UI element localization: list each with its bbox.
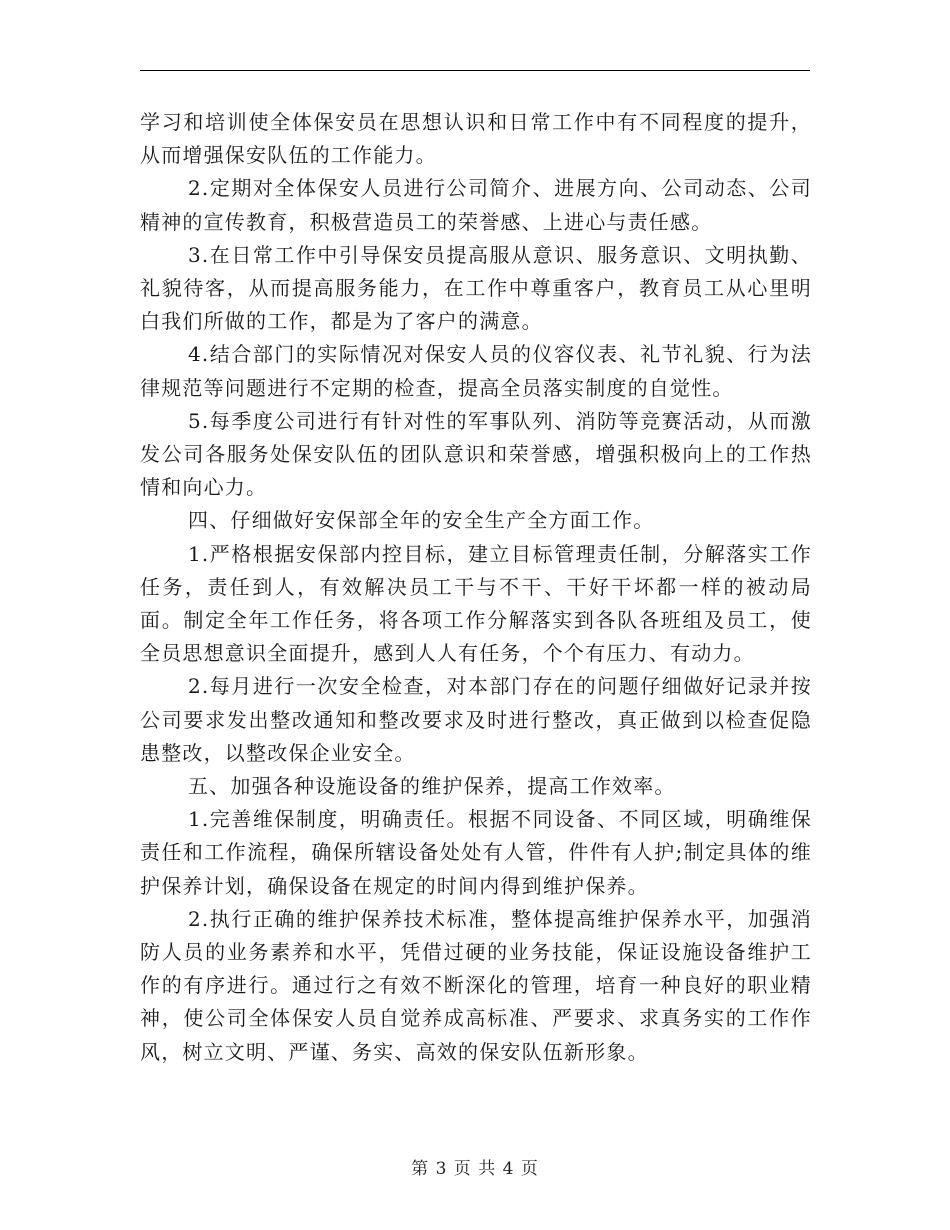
paragraph: 4.结合部门的实际情况对保安人员的仪容仪表、礼节礼貌、行为法律规范等问题进行不定期的检查，提高全员落实制度的自觉性。 [140,342,812,400]
paragraph: 学习和培训使全体保安员在思想认识和日常工作中有不同程度的提升，从而增强保安队伍的工作能力。 [140,110,812,168]
paragraph: 2.定期对全体保安人员进行公司简介、进展方向、公司动态、公司精神的宣传教育，积极营造员工的荣誉感、上进心与责任感。 [140,176,812,234]
header-rule [140,70,810,71]
paragraph: 1.严格根据安保部内控目标，建立目标管理责任制，分解落实工作任务，责任到人，有效解决员工干与不干、干好干坏都一样的被动局面。制定全年工作任务，将各项工作分解落实到各队各班组及员工，使全员思想意识全面提升，感到人人有任务，个个有压力、有动力。 [140,541,812,666]
paragraph: 2.每月进行一次安全检查，对本部门存在的问题仔细做好记录并按公司要求发出整改通知和整改要求及时进行整改，真正做到以检查促隐患整改，以整改保企业安全。 [140,674,812,765]
page-number: 第 3 页 共 4 页 [411,1159,539,1179]
document-body [140,106,812,1069]
section-heading: 四、仔细做好安保部全年的安全生产全方面工作。 [188,508,655,533]
paragraph: 2.执行正确的维护保养技术标准，整体提高维护保养水平，加强消防人员的业务素养和水平，凭借过硬的业务技能，保证设施设备维护工作的有序进行。通过行之有效不断深化的管理，培育一种良好的职业精神，使公司全体保安人员自觉养成高标准、严要求、求真务实的工作作风，树立文明、严谨、务实、高效的保安队伍新形象。 [140,906,812,1064]
paragraph: 3.在日常工作中引导保安员提高服从意识、服务意识、文明执勤、礼貌待客，从而提高服务能力，在工作中尊重客户，教育员工从心里明白我们所做的工作，都是为了客户的满意。 [140,242,812,334]
paragraph: 5.每季度公司进行有针对性的军事队列、消防等竞赛活动，从而激发公司各服务处保安队伍的团队意识和荣誉感，增强积极向上的工作热情和向心力。 [140,408,812,500]
section-heading: 五、加强各种设施设备的维护保养，提高工作效率。 [188,774,676,799]
paragraph: 1.完善维保制度，明确责任。根据不同设备、不同区域，明确维保责任和工作流程，确保所辖设备处处有人管，件件有人护;制定具体的维护保养计划，确保设备在规定的时间内得到维护保养。 [140,807,812,898]
